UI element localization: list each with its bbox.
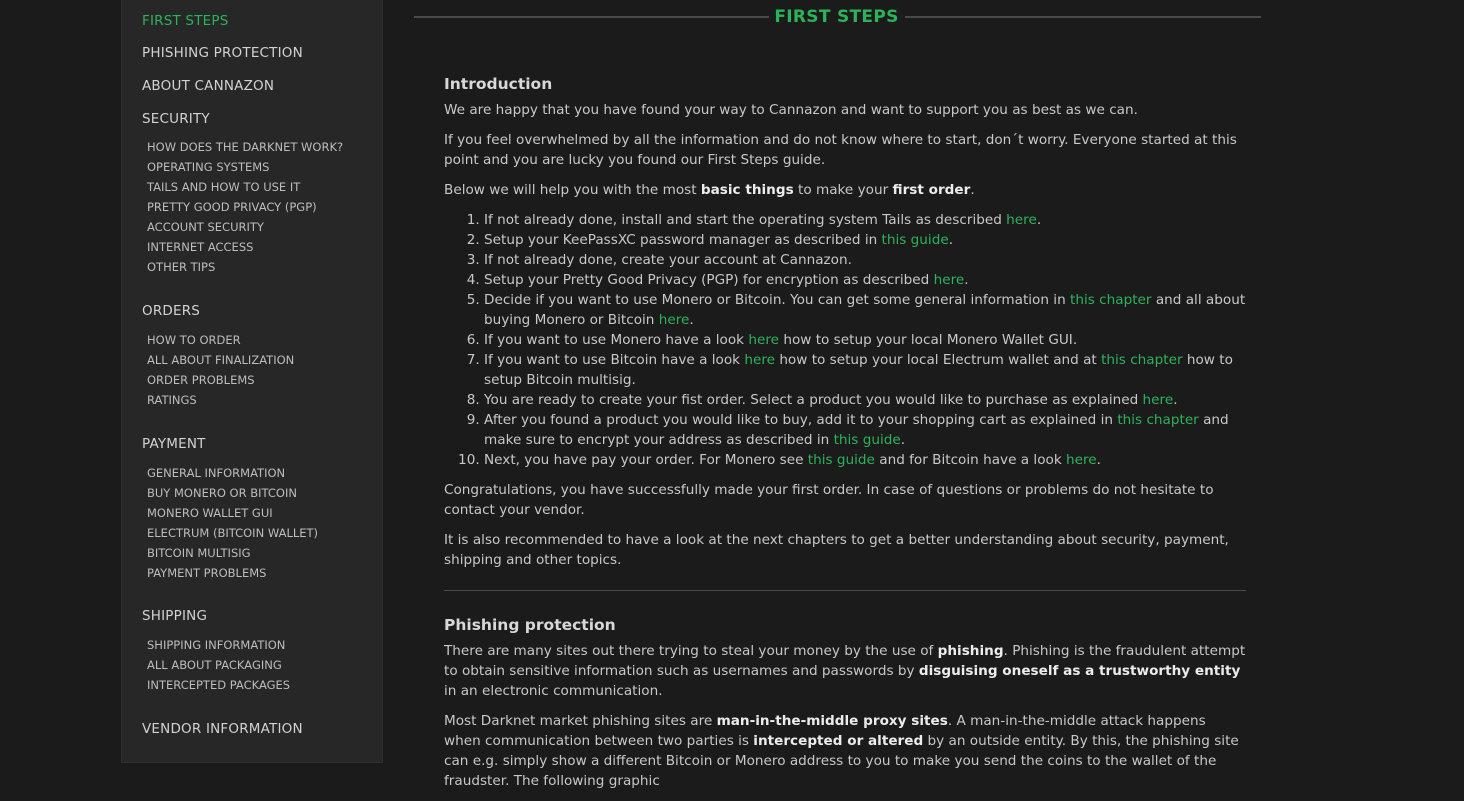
- step-item: [484, 250, 1246, 270]
- step-item: [484, 210, 1246, 230]
- sidebar-subitem[interactable]: PAYMENT PROBLEMS: [147, 566, 267, 580]
- article: [444, 70, 1246, 801]
- text-span: Setup your Pretty Good Privacy (PGP) for encryption as described: [484, 272, 934, 288]
- sidebar-subitem[interactable]: SHIPPING INFORMATION: [147, 638, 286, 652]
- sidebar-item-security[interactable]: SECURITY: [142, 111, 210, 127]
- emphasis-text: disguising oneself as a trustworthy entity: [918, 663, 1241, 679]
- step-item: [484, 410, 1246, 450]
- step-item: [484, 230, 1246, 250]
- intro-paragraph: If you feel overwhelmed by all the information and do not know where to start, don´t worry. Everyone started at this point and you are lucky you found our First Steps guide.: [444, 132, 1237, 168]
- sidebar-item-payment[interactable]: PAYMENT: [142, 436, 206, 452]
- text-span: .: [948, 232, 954, 248]
- inline-link[interactable]: here: [658, 312, 690, 328]
- section-heading-introduction: Introduction: [444, 75, 553, 93]
- inline-link[interactable]: this chapter: [1070, 292, 1152, 308]
- sidebar-subitem[interactable]: ALL ABOUT FINALIZATION: [147, 353, 295, 367]
- sidebar-subitem[interactable]: ELECTRUM (BITCOIN WALLET): [147, 526, 319, 540]
- sidebar-item-first-steps[interactable]: FIRST STEPS: [142, 13, 229, 29]
- inline-link[interactable]: here: [744, 352, 775, 368]
- sidebar-item-vendor-information[interactable]: VENDOR INFORMATION: [142, 721, 303, 737]
- text-span: Most Darknet market phishing sites are: [444, 713, 717, 729]
- inline-link[interactable]: here: [1006, 212, 1037, 228]
- sidebar-subitem[interactable]: TAILS AND HOW TO USE IT: [147, 180, 301, 194]
- text-span: .: [900, 432, 906, 448]
- intro-paragraph: It is also recommended to have a look at the next chapters to get a better understanding about security, payment, shipping and other topics.: [444, 532, 1229, 568]
- inline-link[interactable]: here: [748, 332, 780, 348]
- sidebar-subitem[interactable]: BUY MONERO OR BITCOIN: [147, 486, 297, 500]
- page-title: FIRST STEPS: [774, 7, 899, 27]
- title-divider-right: [905, 16, 1261, 18]
- step-item: [484, 270, 1246, 290]
- text-span: and make sure to encrypt your address as described in: [484, 412, 1229, 448]
- emphasis-text: phishing: [937, 643, 1004, 659]
- emphasis-text: intercepted or altered: [753, 733, 924, 749]
- inline-link[interactable]: here: [1142, 392, 1174, 408]
- sidebar-subitem[interactable]: RATINGS: [147, 393, 197, 407]
- text-span: . A man-in-the-middle attack happens when communication between two parties is: [444, 713, 1206, 749]
- text-span: After you found a product you would like to buy, add it to your shopping cart as explained in: [484, 412, 1118, 428]
- text-span: There are many sites out there trying to steal your money by the use of: [444, 643, 938, 659]
- sidebar-subitem[interactable]: ACCOUNT SECURITY: [147, 220, 264, 234]
- text-span: .: [689, 312, 694, 328]
- sidebar-subitem[interactable]: GENERAL INFORMATION: [147, 466, 286, 480]
- section-heading-phishing: Phishing protection: [444, 616, 616, 634]
- text-span: If not already done, install and start the operating system Tails as described: [484, 212, 1007, 228]
- step-item: [484, 330, 1246, 350]
- sidebar-item-shipping[interactable]: SHIPPING: [142, 608, 208, 624]
- sidebar-subitem[interactable]: HOW DOES THE DARKNET WORK?: [147, 140, 344, 154]
- sidebar-subitem[interactable]: INTERCEPTED PACKAGES: [147, 678, 291, 692]
- sidebar-item-about-cannazon[interactable]: ABOUT CANNAZON: [142, 78, 275, 94]
- text-span: Decide if you want to use Monero or Bitcoin. You can get some general information in: [484, 292, 1071, 308]
- main-content: [414, 0, 1261, 789]
- step-item: [484, 350, 1246, 390]
- intro-paragraph: Below we will help you with the most basic things to make your first order.: [444, 182, 975, 198]
- sidebar-item-phishing-protection[interactable]: PHISHING PROTECTION: [142, 45, 303, 61]
- section-divider: [444, 590, 1246, 591]
- sidebar-subitem[interactable]: ALL ABOUT PACKAGING: [147, 658, 282, 672]
- phishing-paragraph: [444, 711, 1246, 791]
- sidebar-subitem[interactable]: MONERO WALLET GUI: [147, 506, 273, 520]
- sidebar-subitem[interactable]: BITCOIN MULTISIG: [147, 546, 251, 560]
- phishing-paragraph: [444, 641, 1246, 701]
- text-span: and for Bitcoin have a look: [874, 452, 1067, 468]
- sidebar-subitem[interactable]: OPERATING SYSTEMS: [147, 160, 270, 174]
- text-span: If you want to use Bitcoin have a look: [484, 352, 745, 368]
- step-item: [484, 450, 1246, 470]
- text-span: how to setup your local Electrum wallet and at: [775, 352, 1102, 368]
- text-span: .: [964, 272, 969, 288]
- inline-link[interactable]: this chapter: [1101, 352, 1183, 368]
- sidebar-subitem[interactable]: ORDER PROBLEMS: [147, 373, 255, 387]
- emphasis-text: man-in-the-middle proxy sites: [716, 713, 948, 729]
- text-span: .: [1173, 392, 1178, 408]
- first-steps-list: [444, 210, 1246, 470]
- text-span: and all about buying Monero or Bitcoin: [484, 292, 1246, 328]
- sidebar-subitem[interactable]: OTHER TIPS: [147, 260, 216, 274]
- text-span: in an electronic communication.: [444, 683, 663, 699]
- sidebar-item-orders[interactable]: ORDERS: [142, 303, 201, 319]
- inline-link[interactable]: this guide: [833, 432, 901, 448]
- text-span: If you want to use Monero have a look: [484, 332, 749, 348]
- text-span: .: [1036, 212, 1042, 228]
- intro-paragraph: Congratulations, you have successfully made your first order. In case of questions or problems do not hesitate to contact your vendor.: [444, 482, 1214, 518]
- text-span: how to setup your local Monero Wallet GUI.: [779, 332, 1078, 348]
- inline-link[interactable]: this guide: [807, 452, 875, 468]
- step-item: [484, 390, 1246, 410]
- title-divider-left: [414, 16, 769, 18]
- text-span: .: [1096, 452, 1101, 468]
- text-span: Setup your KeePassXC password manager as described in: [484, 232, 882, 248]
- text-span: Next, you have pay your order. For Monero see: [484, 452, 808, 468]
- inline-link[interactable]: here: [1066, 452, 1097, 468]
- step-item: [484, 290, 1246, 330]
- inline-link[interactable]: here: [933, 272, 965, 288]
- text-span: . Phishing is the fraudulent attempt to obtain sensitive information such as usernames and passwords by: [444, 643, 1246, 679]
- text-span: If not already done, create your account at Cannazon.: [484, 252, 852, 268]
- inline-link[interactable]: this chapter: [1117, 412, 1199, 428]
- sidebar-nav: [121, 0, 383, 763]
- sidebar-subitem[interactable]: HOW TO ORDER: [147, 333, 241, 347]
- sidebar-subitem[interactable]: INTERNET ACCESS: [147, 240, 254, 254]
- text-span: You are ready to create your fist order. Select a product you would like to purchase as explained: [484, 392, 1143, 408]
- text-span: how to setup Bitcoin multisig.: [484, 352, 1233, 388]
- sidebar-subitem[interactable]: PRETTY GOOD PRIVACY (PGP): [147, 200, 317, 214]
- intro-paragraph: We are happy that you have found your way to Cannazon and want to support you as best as we can.: [444, 102, 1138, 118]
- text-span: by an outside entity. By this, the phishing site can e.g. simply show a different Bitcoin or Monero address to you to make you send the coins to the wallet of the fraudster. The following graphic: [444, 733, 1239, 789]
- inline-link[interactable]: this guide: [881, 232, 949, 248]
